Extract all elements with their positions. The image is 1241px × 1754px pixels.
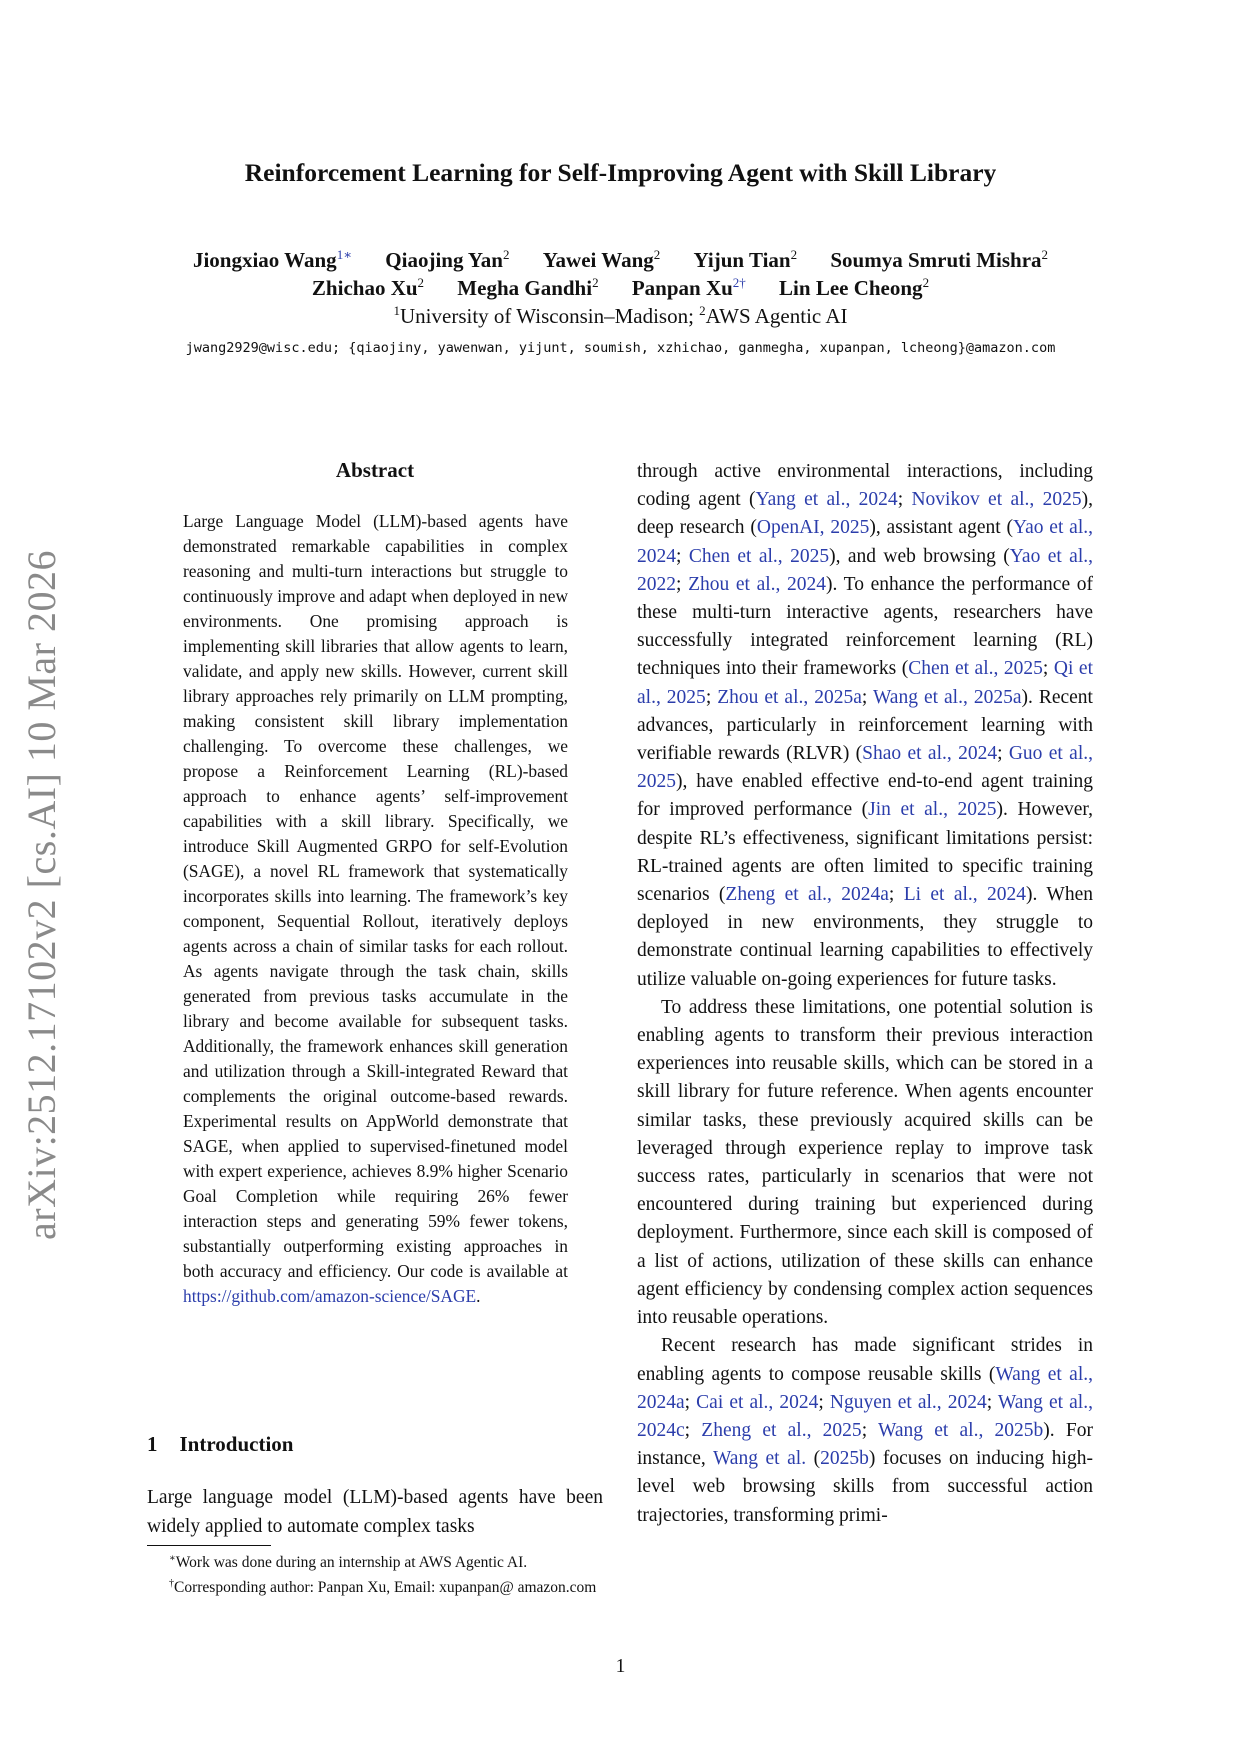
citation-link[interactable]: Zheng et al., 2024a (725, 884, 889, 906)
citation-link[interactable]: 2025b (820, 1448, 869, 1470)
right-paragraph-3 (637, 1332, 1093, 1529)
citation-link[interactable]: Qi et al., 2025 (637, 658, 1094, 708)
author: Soumya Smruti Mishra$^2$ (830, 247, 1049, 272)
code-link[interactable]: https://github.com/amazon-science/SAGE (183, 1286, 477, 1306)
author: Yawei Wang$^2$ (542, 247, 661, 272)
author: Qiaojing Yan$^2$ (385, 247, 510, 272)
paper-title: Reinforcement Learning for Self-Improving Agent with Skill Library (244, 158, 997, 187)
citation-link[interactable]: OpenAI, 2025 (756, 517, 870, 539)
citation-link[interactable]: Wang et al., 2025a (872, 686, 1022, 708)
citation-link[interactable]: Wang et al., 2024a (637, 1363, 1093, 1413)
arxiv-watermark: arXiv:2512.17102v2 [cs.AI] 10 Mar 2026 (19, 550, 64, 1240)
citation-link[interactable]: Wang et al., 2024c (637, 1391, 1093, 1441)
citation-link[interactable]: Zheng et al., 2025 (701, 1419, 862, 1441)
paragraph-text: ; (676, 573, 689, 595)
paragraph-text: ; (684, 1391, 697, 1413)
paragraph-text: ), have enabled effective end-to-end agent training for improved performance ( (637, 771, 1093, 821)
author-mark[interactable]: 1∗ (336, 247, 353, 262)
author-emails: jwang2929@wisc.edu; {qiaojiny, yawenwan, yijunt, soumish, xzhichao, ganmegha, xupanpan, lcheong}@amazon.com (185, 340, 1056, 356)
author: Yijun Tian$^2$ (693, 247, 798, 272)
paragraph-text: Recent research has made significant strides in enabling agents to compose reusable skills ( (637, 1335, 1093, 1385)
paragraph-text: through active environmental interactions, including coding agent ( (637, 461, 1093, 511)
right-column (637, 458, 1093, 1530)
citation-link[interactable]: Yang et al., 2024 (755, 489, 898, 511)
author: Lin Lee Cheong$^2$ (779, 275, 930, 300)
citation-link[interactable]: Shao et al., 2024 (862, 743, 998, 765)
affiliations: $^1$University of Wisconsin–Madison; $^2$AWS Agentic AI (393, 303, 848, 328)
citation-link[interactable]: Novikov et al., 2025 (911, 489, 1082, 511)
paragraph-text: ). When deployed in new environments, they struggle to demonstrate continual learning capabilities to effectively utilize valuable on-going experiences for future tasks. (637, 884, 1093, 990)
author: Megha Gandhi$^2$ (457, 275, 599, 300)
paragraph-text: ; (1042, 658, 1054, 680)
abstract-heading: Abstract (335, 458, 415, 482)
intro-paragraph: Large language model (LLM)-based agents have been widely applied to automate complex tasks (147, 1487, 603, 1537)
abstract-text: Large Language Model (LLM)-based agents have demonstrated remarkable capabilities in complex reasoning and multi-turn interactions but struggle to continuously improve and adapt when deployed in new environments. One promising approach is implementing skill libraries that allow agents to learn, validate, and apply new skills. However, current skill library approaches rely primarily on LLM prompting, making consistent skill library implementation challenging. To overcome these challenges, we propose a Reinforcement Learning (RL)-based approach to enhance agents’ self-improvement capabilities with a skill library. Specifically, we introduce Skill Augmented GRPO for self-Evolution (SAGE), a novel RL framework that systematically incorporates skills into learning. The framework’s key component, Sequential Rollout, iteratively deploys agents across a chain of similar tasks for each rollout. As agents navigate through the task chain, skills generated from previous tasks accumulate in the library and become available for subsequent tasks. Additionally, the framework enhances skill generation and utilization through a Skill-integrated Reward that complements the original outcome-based rewards. Experimental results on AppWorld demonstrate that SAGE, when applied to supervised-finetuned model with expert experience, achieves 8.9% higher Scenario Goal Completion while requiring 26% fewer interaction steps and generating 59% fewer tokens, substantially outperforming existing approaches in both accuracy and efficiency. Our code is available at https://github.com/amazon-science/SAGE. (183, 511, 568, 1306)
paragraph-text: ). Recent advances, particularly in reinforcement learning with verifiable rewards (RLVR) ( (637, 686, 1093, 765)
footnote-1: ∗Work was done during an internship at AWS Agentic AI. (169, 1553, 528, 1572)
paragraph-text: ) focuses on inducing high-level web browsing skills from successful action trajectories, transforming primi- (637, 1448, 1093, 1526)
paragraph-text: ; (861, 686, 873, 708)
authors-row-2 (0, 275, 1241, 301)
citation-link[interactable]: Zhou et al., 2024 (688, 573, 827, 595)
citation-link[interactable]: Yao et al., 2024 (637, 517, 1093, 567)
paragraph-text: ; (676, 545, 689, 567)
author: Zhichao Xu$^2$ (311, 275, 425, 300)
author: Panpan $Xu^{2\dagger}$ (631, 275, 746, 300)
paragraph-text: ; (861, 1419, 878, 1441)
paragraph-text: ). However, despite RL’s effectiveness, significant limitations persist: RL-trained agents are often limited to specific training scenarios ( (637, 799, 1094, 906)
citation-link[interactable]: Jin et al., 2025 (868, 799, 997, 821)
paragraph-text: ; (986, 1391, 998, 1413)
citation-link[interactable]: Chen et al., 2025 (908, 658, 1043, 680)
paragraph-text: ; (705, 686, 718, 708)
paragraph-text: ), deep research ( (637, 489, 1093, 539)
author: Jiongxiao Wang$^{1∗}$ (192, 247, 353, 272)
footnotes (147, 1548, 605, 1598)
citation-link[interactable]: Yao et al., 2022 (637, 545, 1094, 595)
paragraph-text: ; (897, 489, 912, 511)
paragraph-text: ; (997, 743, 1009, 765)
footnote-2: †Corresponding author: Panpan Xu, Email: xupanpan@ amazon.com (169, 1578, 597, 1597)
right-paragraph-2: To address these limitations, one potential solution is enabling agents to transform their previous interaction experiences into reusable skills, which can be stored in a skill library for future reference. When agents encounter similar tasks, these previously acquired skills can be leveraged through experience replay to improve task success rates, particularly in scenarios that were not encountered during training but experienced during deployment. Furthermore, since each skill is composed of a list of actions, utilization of these skills can enhance agent efficiency by condensing complex action sequences into reusable operations. (637, 996, 1093, 1329)
citation-link[interactable]: Nguyen et al., 2024 (829, 1391, 987, 1413)
paragraph-text: ( (806, 1448, 821, 1470)
citation-link[interactable]: Zhou et al., 2025a (717, 686, 862, 708)
footnote-rule (147, 1545, 271, 1546)
author-mark[interactable]: 2† (732, 275, 746, 290)
right-paragraph-1 (637, 458, 1093, 994)
citation-link[interactable]: Wang et al., 2025b (877, 1419, 1044, 1441)
paragraph-text: ; (818, 1391, 830, 1413)
paragraph-text: ), and web browsing ( (829, 545, 1010, 567)
page-number: 1 (615, 1656, 626, 1677)
citation-link[interactable]: Chen et al., 2025 (688, 545, 830, 567)
citation-link[interactable]: Cai et al., 2024 (696, 1391, 819, 1413)
authors-row-1 (0, 247, 1241, 273)
citation-link[interactable]: Li et al., 2024 (903, 884, 1027, 906)
citation-link[interactable]: Wang et al. (712, 1448, 807, 1470)
paragraph-text: ). To enhance the performance of these multi-turn interactive agents, researchers have successfully integrated reinforcement learning (RL) techniques into their frameworks ( (637, 573, 1093, 680)
paragraph-text: ; (888, 884, 904, 906)
section-heading: 1 Introduction (147, 1432, 294, 1456)
citation-link[interactable]: Guo et al., 2025 (637, 743, 1094, 793)
paragraph-text: ; (684, 1419, 702, 1441)
paragraph-text: ), assistant agent ( (869, 517, 1013, 539)
paragraph-text: ). For instance, (637, 1419, 1093, 1470)
